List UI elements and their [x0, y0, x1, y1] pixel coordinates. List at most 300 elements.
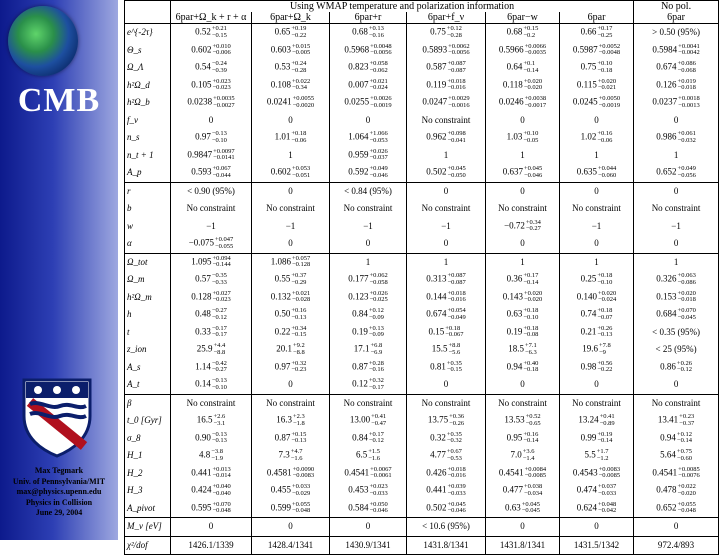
cell-error-bars	[369, 131, 387, 144]
cell-value: 0.593	[191, 166, 212, 177]
cell-error-bars	[523, 273, 538, 286]
cell-value: 0.48	[195, 308, 211, 319]
parameter-table	[124, 0, 719, 555]
cell-error-upper: +0.018	[447, 77, 466, 85]
cell-value: 1.064	[348, 131, 369, 142]
cell-error-bars	[213, 96, 235, 109]
table-cell	[634, 482, 719, 500]
table-cell	[171, 376, 252, 394]
cell-error-bars	[598, 484, 616, 497]
table-cell	[330, 289, 407, 307]
table-cell	[171, 306, 252, 324]
cell-value: 0.0247	[422, 96, 448, 107]
cell-error-lower: −0.14	[597, 437, 613, 445]
row-label: Ω_m	[125, 271, 171, 289]
table-cell	[407, 500, 486, 518]
cell-error-lower: −0.044	[212, 171, 231, 179]
cell-error-bars	[211, 449, 223, 462]
table-cell	[486, 59, 560, 77]
cell-error-upper: +0.56	[597, 359, 613, 367]
column-header: 6par+r	[330, 12, 407, 24]
cell-error-lower: −0.068	[677, 66, 696, 74]
table-cell	[330, 518, 407, 537]
table-cell	[407, 306, 486, 324]
cell-value: 15.5	[431, 343, 448, 354]
cell-error-upper: +0.10	[597, 60, 613, 68]
cell-error-bars	[447, 484, 465, 497]
table-cell	[252, 200, 330, 218]
row-label: f_ν	[125, 112, 171, 130]
table-cell	[560, 500, 634, 518]
cell-value: 20.1	[276, 343, 292, 354]
cell-error-bars	[597, 61, 612, 74]
cell-error-bars	[523, 131, 538, 144]
cell-error-bars	[212, 502, 230, 515]
cell-value: 0.98	[580, 361, 597, 372]
cell-value: −1	[206, 220, 216, 231]
cell-error-bars	[369, 149, 387, 162]
table-row	[125, 465, 719, 483]
table-cell	[252, 518, 330, 537]
table-cell	[252, 482, 330, 500]
cell-value: 0	[520, 521, 525, 532]
cell-error-bars	[447, 166, 465, 179]
cell-error-bars	[212, 273, 227, 286]
table-cell	[171, 164, 252, 182]
column-header: 6par	[560, 12, 634, 24]
cell-error-lower: −0.048	[291, 507, 311, 515]
cell-value: 25.9	[196, 343, 213, 354]
cell-error-lower: −0.0056	[370, 49, 392, 57]
cell-error-bars	[678, 166, 696, 179]
table-row	[125, 518, 719, 537]
table-cell	[634, 147, 719, 165]
cell-error-upper: +0.21	[211, 25, 227, 33]
table-cell	[171, 518, 252, 537]
cell-error-lower: −0.005	[291, 49, 311, 57]
table-row	[125, 412, 719, 430]
cell-error-lower: −1.4	[522, 454, 535, 462]
cell-value: 0.823	[348, 61, 369, 72]
cell-error-bars	[369, 79, 387, 92]
cell-error-bars	[292, 256, 310, 269]
cell-value: 0.959	[348, 149, 369, 160]
cell-error-bars	[291, 61, 306, 74]
talk-date: June 29, 2004	[35, 508, 83, 518]
cell-value: 0.0255	[344, 96, 370, 107]
table-cell	[252, 341, 330, 359]
cell-value: 16.3	[276, 414, 292, 425]
cell-error-bars	[597, 26, 612, 39]
table-cell	[407, 430, 486, 448]
table-row	[125, 253, 719, 271]
cell-value: 1.095	[191, 256, 212, 267]
cell-error-upper: +0.020	[677, 289, 696, 297]
cell-error-bars	[523, 449, 535, 462]
table-cell	[252, 412, 330, 430]
cell-value: 16.5	[196, 414, 213, 425]
cell-value: 0.108	[270, 79, 291, 90]
cell-value: 18.5	[508, 343, 524, 354]
cell-error-lower: −0.049	[447, 313, 466, 321]
cell-error-bars	[291, 326, 306, 339]
cell-error-upper: −0.13	[211, 377, 227, 385]
cell-error-bars	[215, 237, 233, 250]
cell-error-upper: +0.16	[523, 430, 539, 438]
cell-error-upper: +0.37	[291, 272, 307, 280]
table-cell	[171, 182, 252, 200]
table-cell	[171, 200, 252, 218]
cell-error-lower: −0.32	[446, 437, 462, 445]
table-cell	[330, 324, 407, 342]
cell-value: 0.313	[426, 273, 447, 284]
table-cell	[407, 218, 486, 236]
cell-error-bars	[526, 414, 541, 427]
cell-error-bars	[370, 467, 392, 480]
cell-error-lower: −6.9	[370, 348, 383, 356]
cell-error-bars	[212, 26, 227, 39]
cell-value: No constraint	[343, 203, 393, 214]
cell-error-lower: −0.033	[369, 489, 388, 497]
cell-error-lower: −6.3	[524, 348, 537, 356]
cell-error-upper: +0.17	[368, 430, 384, 438]
table-cell	[634, 235, 719, 253]
cell-value: 0	[594, 379, 599, 390]
table-cell	[560, 200, 634, 218]
cell-value: No constraint	[421, 397, 471, 408]
cell-value: No constraint	[421, 203, 471, 214]
cell-error-upper: +9.2	[292, 342, 305, 350]
cell-value: 1	[365, 256, 371, 267]
cell-value: −1	[285, 220, 296, 231]
table-cell	[560, 147, 634, 165]
cell-error-bars	[677, 432, 692, 445]
cell-error-lower: −0.2	[523, 31, 536, 39]
cell-error-upper: +0.0041	[678, 42, 700, 50]
cell-error-upper: +0.055	[291, 500, 311, 508]
table-cell	[486, 536, 560, 555]
cell-value: 0	[365, 521, 371, 532]
cell-error-lower: −5.6	[448, 348, 461, 356]
cell-value: 4.8	[198, 449, 211, 460]
table-cell	[330, 376, 407, 394]
cell-error-lower: −0.056	[677, 171, 696, 179]
table-cell	[634, 430, 719, 448]
table-cell	[560, 482, 634, 500]
cell-error-upper: +0.52	[525, 413, 541, 421]
cell-error-upper: +0.18	[291, 130, 307, 138]
cell-value: 1430.9/1341	[345, 539, 391, 550]
cell-value: 0.19	[506, 326, 523, 337]
table-cell	[486, 412, 560, 430]
cell-value: 4.77	[430, 449, 446, 460]
cell-value: 0.132	[270, 291, 291, 302]
cell-value: < 25 (95%)	[655, 344, 697, 355]
cell-error-bars	[447, 432, 462, 445]
row-label: t	[125, 324, 171, 342]
table-cell	[330, 430, 407, 448]
table-cell	[560, 430, 634, 448]
cell-error-upper: +0.018	[447, 465, 466, 473]
cell-error-bars	[291, 273, 306, 286]
cell-value: 0.326	[656, 273, 677, 284]
cell-value: 1	[594, 256, 599, 267]
cell-error-upper: +0.12	[676, 430, 692, 438]
cell-value: 0.624	[576, 502, 597, 513]
table-cell	[252, 24, 330, 42]
cell-error-bars	[212, 308, 227, 321]
cell-error-lower: −0.14	[523, 437, 539, 445]
row-label: r	[125, 182, 171, 200]
table-cell	[486, 129, 560, 147]
cell-value: 0.592	[348, 166, 369, 177]
cell-error-bars	[212, 166, 230, 179]
cell-value: 0.25	[580, 273, 597, 284]
cell-error-bars	[678, 44, 700, 57]
table-cell	[171, 253, 252, 271]
table-cell	[330, 271, 407, 289]
cell-value: 0.75	[580, 61, 597, 72]
table-cell	[252, 112, 330, 130]
table-cell	[252, 376, 330, 394]
cell-error-bars	[600, 414, 615, 427]
cell-error-upper: +0.058	[369, 60, 388, 68]
table-cell	[634, 447, 719, 465]
cell-error-lower: −0.046	[447, 507, 466, 515]
table-cell	[560, 518, 634, 537]
cell-error-upper: +0.015	[291, 42, 311, 50]
cell-value: 0.4541	[498, 467, 524, 478]
cell-error-upper: +0.049	[369, 165, 388, 173]
table-cell	[252, 306, 330, 324]
table-cell	[634, 359, 719, 377]
cell-value: 0	[673, 379, 679, 390]
column-header: 6par+Ω_k	[252, 12, 330, 24]
cell-error-lower: −0.10	[523, 313, 539, 321]
table-cell	[486, 147, 560, 165]
cell-error-lower: −1.8	[292, 419, 305, 427]
cell-error-lower: −0.045	[677, 313, 696, 321]
cell-value: 0.81	[430, 361, 446, 372]
cell-error-lower: −8.8	[213, 348, 226, 356]
cell-error-upper: +0.094	[212, 254, 231, 262]
cell-error-lower: −0.0035	[524, 49, 547, 57]
cell-error-bars	[293, 343, 305, 356]
cell-error-upper: +0.047	[215, 236, 234, 244]
cell-value: 13.41	[657, 414, 679, 425]
cell-error-bars	[599, 467, 621, 480]
penn-shield-icon	[20, 376, 94, 458]
table-cell	[560, 376, 634, 394]
cell-error-upper: +0.0067	[370, 465, 392, 473]
table-cell	[330, 77, 407, 95]
cmb-sky-globe-icon	[8, 6, 78, 76]
table-cell	[560, 306, 634, 324]
cell-error-bars	[291, 131, 306, 144]
table-cell	[634, 42, 719, 60]
table-cell	[252, 218, 330, 236]
cell-error-bars	[678, 273, 696, 286]
cell-error-lower: −0.020	[523, 84, 543, 92]
cell-error-bars	[369, 26, 384, 39]
cell-value: 0.97	[274, 361, 291, 372]
cell-value: 5.64	[660, 449, 676, 460]
cell-error-upper: +0.18	[445, 324, 461, 332]
cell-error-lower: −0.016	[447, 84, 466, 92]
table-row	[125, 94, 719, 112]
cell-error-lower: −0.046	[369, 171, 388, 179]
table-cell	[486, 182, 560, 200]
cell-error-upper: +0.020	[523, 77, 543, 85]
cell-error-lower: −0.09	[368, 331, 384, 339]
table-cell	[171, 94, 252, 112]
cell-error-lower: −0.16	[368, 366, 384, 374]
cell-error-upper: −0.17	[211, 324, 227, 332]
table-cell	[330, 500, 407, 518]
cell-value: 0	[443, 379, 449, 390]
cell-error-lower: −0.27	[211, 366, 227, 374]
table-cell	[252, 359, 330, 377]
cell-error-lower: −0.17	[211, 331, 227, 339]
cell-error-lower: −0.023	[212, 84, 231, 92]
cell-error-lower: −0.22	[291, 31, 307, 39]
table-cell	[634, 289, 719, 307]
table-cell	[634, 536, 719, 555]
cell-error-bars	[369, 61, 387, 74]
cell-error-bars	[523, 26, 538, 39]
cell-value: 7.3	[278, 449, 290, 460]
table-cell	[407, 536, 486, 555]
cell-error-lower: −0.128	[291, 261, 311, 269]
cell-error-bars	[447, 273, 465, 286]
cell-value: 0	[520, 238, 525, 249]
cell-error-lower: −0.15	[211, 31, 227, 39]
cell-error-bars	[212, 131, 227, 144]
cell-error-bars	[447, 361, 462, 374]
cell-error-bars	[522, 502, 540, 515]
cell-error-lower: −0.0013	[678, 101, 700, 109]
table-cell	[330, 94, 407, 112]
cell-error-bars	[212, 378, 227, 391]
cell-error-upper: +0.023	[369, 483, 388, 491]
table-cell	[171, 129, 252, 147]
table-row	[125, 271, 719, 289]
table-cell	[171, 394, 252, 412]
cell-error-upper: +4.7	[290, 448, 303, 456]
column-header: 6par	[634, 12, 719, 24]
table-cell	[634, 129, 719, 147]
cell-error-upper: +0.41	[599, 413, 615, 421]
cell-value: 0.118	[502, 79, 523, 90]
table-cell	[171, 465, 252, 483]
cell-error-bars	[369, 432, 384, 445]
table-cell	[560, 42, 634, 60]
cell-error-upper: +0.023	[212, 77, 231, 85]
cell-error-lower: −0.65	[525, 419, 541, 427]
table-cell	[330, 536, 407, 555]
cell-error-lower: −1.9	[211, 454, 224, 462]
cell-error-bars	[212, 484, 230, 497]
cell-error-bars	[597, 131, 612, 144]
cell-error-upper: +0.039	[447, 483, 466, 491]
cell-error-bars	[678, 467, 700, 480]
cell-error-upper: −3.8	[211, 448, 224, 456]
table-cell	[407, 518, 486, 537]
cell-value: 0.140	[576, 291, 597, 302]
table-cell	[560, 289, 634, 307]
cell-error-bars	[678, 79, 696, 92]
table-cell	[560, 271, 634, 289]
cell-value: 0.5893	[422, 44, 448, 55]
table-cell	[252, 465, 330, 483]
cell-error-lower: −0.021	[597, 84, 617, 92]
cell-error-bars	[369, 484, 387, 497]
cell-error-upper: +0.0090	[292, 465, 315, 473]
cell-error-upper: +0.15	[523, 25, 539, 33]
cell-error-lower: −0.046	[369, 507, 388, 515]
cell-error-bars	[524, 166, 542, 179]
cell-error-lower: −0.14	[523, 66, 539, 74]
cell-value: 0.474	[576, 484, 597, 495]
cell-error-upper: +0.35	[446, 359, 462, 367]
cell-error-bars	[447, 26, 462, 39]
table-row	[125, 235, 719, 253]
cell-error-lower: −0.27	[525, 225, 541, 233]
cell-error-upper: +0.040	[212, 483, 231, 491]
cell-error-bars	[445, 326, 463, 339]
cell-error-upper: +6.8	[370, 342, 383, 350]
row-label: β	[125, 394, 171, 412]
cell-value: 0.21	[580, 326, 597, 337]
table-cell	[486, 218, 560, 236]
cell-error-bars	[598, 291, 616, 304]
cell-error-upper: +0.045	[521, 500, 541, 508]
cell-error-bars	[370, 343, 382, 356]
table-cell	[330, 129, 407, 147]
table-cell	[634, 394, 719, 412]
table-cell	[252, 253, 330, 271]
cell-error-upper: +2.6	[213, 413, 226, 421]
table-row	[125, 359, 719, 377]
cell-error-lower: −0.018	[677, 84, 696, 92]
cell-error-upper: +0.070	[212, 500, 231, 508]
cell-error-bars	[523, 308, 538, 321]
row-label: H_1	[125, 447, 171, 465]
cell-value: 0.66	[580, 26, 597, 37]
cell-error-bars	[212, 256, 230, 269]
table-row	[125, 164, 719, 182]
cell-error-upper: +0.018	[447, 289, 466, 297]
cell-value: 0.84	[352, 308, 368, 319]
conference-name: Physics in Collision	[25, 497, 93, 507]
cell-error-lower: −0.144	[212, 261, 231, 269]
row-label: b	[125, 200, 171, 218]
cell-value: 0.143	[502, 291, 523, 302]
cell-error-upper: +0.045	[523, 165, 543, 173]
cell-error-upper: −0.27	[211, 307, 227, 315]
table-cell	[560, 359, 634, 377]
cell-error-lower: −0.60	[676, 454, 692, 462]
cell-error-lower: −0.06	[291, 136, 307, 144]
cell-error-lower: −0.89	[599, 419, 615, 427]
cell-error-upper: +0.067	[212, 165, 231, 173]
cell-value: 0.584	[348, 502, 369, 513]
cell-error-lower: −0.10	[211, 136, 227, 144]
table-cell	[330, 218, 407, 236]
cell-error-upper: +0.021	[291, 289, 311, 297]
cell-value: 1	[673, 149, 679, 160]
cell-error-upper: +0.0084	[524, 465, 547, 473]
